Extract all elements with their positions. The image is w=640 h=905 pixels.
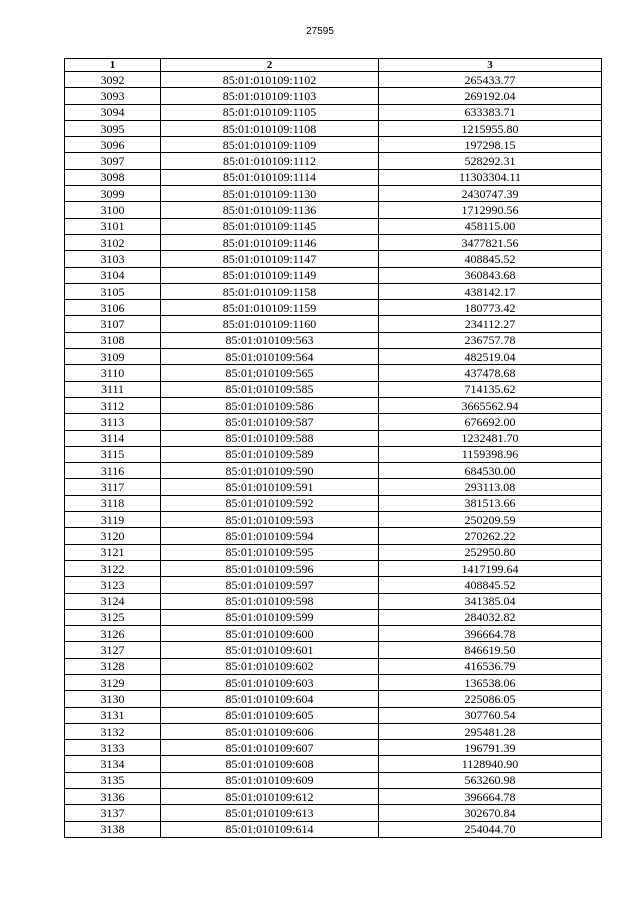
cadastral-number-cell: 85:01:010109:592 (161, 495, 379, 511)
table-row (65, 463, 602, 479)
cadastral-number-cell: 85:01:010109:1108 (161, 120, 379, 136)
value-cell: 270262.22 (379, 528, 602, 544)
page-number: 27595 (306, 26, 334, 37)
cadastral-number-cell: 85:01:010109:588 (161, 430, 379, 446)
value-cell: 180773.42 (379, 300, 602, 316)
row-number-cell: 3104 (65, 267, 161, 283)
row-number-cell: 3126 (65, 626, 161, 642)
table-row (65, 414, 602, 430)
row-number-cell: 3118 (65, 495, 161, 511)
row-number-cell: 3115 (65, 446, 161, 462)
value-cell: 225086.05 (379, 691, 602, 707)
table-row (65, 137, 602, 153)
value-cell: 633383.71 (379, 104, 602, 120)
value-cell: 563260.98 (379, 772, 602, 788)
table-row (65, 267, 602, 283)
row-number-cell: 3125 (65, 609, 161, 625)
cadastral-number-cell: 85:01:010109:614 (161, 821, 379, 837)
row-number-cell: 3130 (65, 691, 161, 707)
row-number-cell: 3106 (65, 300, 161, 316)
row-number-cell: 3097 (65, 153, 161, 169)
table-row (65, 821, 602, 837)
cadastral-number-cell: 85:01:010109:605 (161, 707, 379, 723)
cadastral-number-cell: 85:01:010109:599 (161, 609, 379, 625)
cadastral-number-cell: 85:01:010109:609 (161, 772, 379, 788)
data-table (64, 58, 602, 838)
table-row (65, 365, 602, 381)
table-row (65, 397, 602, 413)
row-number-cell: 3107 (65, 316, 161, 332)
table-row (65, 316, 602, 332)
cadastral-number-cell: 85:01:010109:1160 (161, 316, 379, 332)
cadastral-number-cell: 85:01:010109:607 (161, 740, 379, 756)
table-row (65, 349, 602, 365)
value-cell: 197298.15 (379, 137, 602, 153)
cadastral-number-cell: 85:01:010109:594 (161, 528, 379, 544)
row-number-cell: 3122 (65, 560, 161, 576)
cadastral-number-cell: 85:01:010109:593 (161, 512, 379, 528)
cadastral-number-cell: 85:01:010109:587 (161, 414, 379, 430)
cadastral-number-cell: 85:01:010109:564 (161, 349, 379, 365)
table-row (65, 707, 602, 723)
value-cell: 846619.50 (379, 642, 602, 658)
table-row (65, 593, 602, 609)
row-number-cell: 3098 (65, 169, 161, 185)
row-number-cell: 3124 (65, 593, 161, 609)
table-row (65, 691, 602, 707)
value-cell: 1128940.90 (379, 756, 602, 772)
cadastral-number-cell: 85:01:010109:1105 (161, 104, 379, 120)
cadastral-number-cell: 85:01:010109:603 (161, 674, 379, 690)
row-number-cell: 3131 (65, 707, 161, 723)
row-number-cell: 3101 (65, 218, 161, 234)
value-cell: 714135.62 (379, 381, 602, 397)
value-cell: 416536.79 (379, 658, 602, 674)
table-row (65, 674, 602, 690)
row-number-cell: 3093 (65, 88, 161, 104)
row-number-cell: 3105 (65, 283, 161, 299)
cadastral-number-cell: 85:01:010109:606 (161, 723, 379, 739)
table-row (65, 251, 602, 267)
cadastral-number-cell: 85:01:010109:1158 (161, 283, 379, 299)
cadastral-number-cell: 85:01:010109:591 (161, 479, 379, 495)
header-row (65, 59, 602, 72)
table-row (65, 772, 602, 788)
row-number-cell: 3110 (65, 365, 161, 381)
cadastral-number-cell: 85:01:010109:600 (161, 626, 379, 642)
value-cell: 438142.17 (379, 283, 602, 299)
cadastral-number-cell: 85:01:010109:604 (161, 691, 379, 707)
cadastral-number-cell: 85:01:010109:590 (161, 463, 379, 479)
value-cell: 1712990.56 (379, 202, 602, 218)
cadastral-number-cell: 85:01:010109:602 (161, 658, 379, 674)
row-number-cell: 3113 (65, 414, 161, 430)
cadastral-number-cell: 85:01:010109:589 (161, 446, 379, 462)
table-row (65, 120, 602, 136)
cadastral-number-cell: 85:01:010109:1114 (161, 169, 379, 185)
cadastral-number-cell: 85:01:010109:1103 (161, 88, 379, 104)
table-row (65, 430, 602, 446)
table-row (65, 577, 602, 593)
row-number-cell: 3121 (65, 544, 161, 560)
value-cell: 458115.00 (379, 218, 602, 234)
row-number-cell: 3137 (65, 805, 161, 821)
column-header-3: 3 (379, 59, 602, 72)
table-row (65, 544, 602, 560)
table-row (65, 218, 602, 234)
value-cell: 284032.82 (379, 609, 602, 625)
value-cell: 136538.06 (379, 674, 602, 690)
cadastral-number-cell: 85:01:010109:608 (161, 756, 379, 772)
row-number-cell: 3096 (65, 137, 161, 153)
row-number-cell: 3138 (65, 821, 161, 837)
row-number-cell: 3114 (65, 430, 161, 446)
value-cell: 360843.68 (379, 267, 602, 283)
value-cell: 437478.68 (379, 365, 602, 381)
value-cell: 236757.78 (379, 332, 602, 348)
row-number-cell: 3119 (65, 512, 161, 528)
value-cell: 302670.84 (379, 805, 602, 821)
table-row (65, 740, 602, 756)
row-number-cell: 3095 (65, 120, 161, 136)
row-number-cell: 3099 (65, 186, 161, 202)
table-row (65, 756, 602, 772)
table-row (65, 381, 602, 397)
cadastral-number-cell: 85:01:010109:1136 (161, 202, 379, 218)
value-cell: 381513.66 (379, 495, 602, 511)
table-row (65, 104, 602, 120)
cadastral-number-cell: 85:01:010109:1159 (161, 300, 379, 316)
value-cell: 293113.08 (379, 479, 602, 495)
cadastral-number-cell: 85:01:010109:563 (161, 332, 379, 348)
table-row (65, 723, 602, 739)
row-number-cell: 3102 (65, 234, 161, 250)
value-cell: 11303304.11 (379, 169, 602, 185)
table-body (65, 72, 602, 838)
table-row (65, 560, 602, 576)
value-cell: 408845.52 (379, 577, 602, 593)
value-cell: 196791.39 (379, 740, 602, 756)
value-cell: 234112.27 (379, 316, 602, 332)
row-number-cell: 3127 (65, 642, 161, 658)
cadastral-number-cell: 85:01:010109:1112 (161, 153, 379, 169)
value-cell: 482519.04 (379, 349, 602, 365)
table-row (65, 528, 602, 544)
table-row (65, 169, 602, 185)
column-header-1: 1 (65, 59, 161, 72)
row-number-cell: 3136 (65, 789, 161, 805)
cadastral-number-cell: 85:01:010109:598 (161, 593, 379, 609)
table-row (65, 446, 602, 462)
row-number-cell: 3111 (65, 381, 161, 397)
row-number-cell: 3135 (65, 772, 161, 788)
row-number-cell: 3134 (65, 756, 161, 772)
table-row (65, 283, 602, 299)
value-cell: 1417199.64 (379, 560, 602, 576)
table-row (65, 332, 602, 348)
row-number-cell: 3100 (65, 202, 161, 218)
cadastral-number-cell: 85:01:010109:612 (161, 789, 379, 805)
table-row (65, 72, 602, 88)
value-cell: 252950.80 (379, 544, 602, 560)
row-number-cell: 3092 (65, 72, 161, 88)
value-cell: 265433.77 (379, 72, 602, 88)
table-row (65, 642, 602, 658)
table-row (65, 202, 602, 218)
table-row (65, 609, 602, 625)
cadastral-number-cell: 85:01:010109:1102 (161, 72, 379, 88)
table-row (65, 658, 602, 674)
table-row (65, 789, 602, 805)
cadastral-number-cell: 85:01:010109:595 (161, 544, 379, 560)
value-cell: 269192.04 (379, 88, 602, 104)
value-cell: 341385.04 (379, 593, 602, 609)
value-cell: 1159398.96 (379, 446, 602, 462)
row-number-cell: 3116 (65, 463, 161, 479)
table-row (65, 495, 602, 511)
cadastral-number-cell: 85:01:010109:586 (161, 397, 379, 413)
row-number-cell: 3108 (65, 332, 161, 348)
table-row (65, 512, 602, 528)
table-row (65, 88, 602, 104)
cadastral-number-cell: 85:01:010109:1149 (161, 267, 379, 283)
table-row (65, 186, 602, 202)
cadastral-number-cell: 85:01:010109:1145 (161, 218, 379, 234)
column-header-2: 2 (161, 59, 379, 72)
value-cell: 307760.54 (379, 707, 602, 723)
row-number-cell: 3109 (65, 349, 161, 365)
table-row (65, 300, 602, 316)
value-cell: 254044.70 (379, 821, 602, 837)
value-cell: 408845.52 (379, 251, 602, 267)
row-number-cell: 3129 (65, 674, 161, 690)
value-cell: 676692.00 (379, 414, 602, 430)
row-number-cell: 3117 (65, 479, 161, 495)
value-cell: 2430747.39 (379, 186, 602, 202)
value-cell: 295481.28 (379, 723, 602, 739)
table-row (65, 626, 602, 642)
cadastral-number-cell: 85:01:010109:597 (161, 577, 379, 593)
value-cell: 396664.78 (379, 789, 602, 805)
cadastral-number-cell: 85:01:010109:596 (161, 560, 379, 576)
row-number-cell: 3094 (65, 104, 161, 120)
value-cell: 3665562.94 (379, 397, 602, 413)
row-number-cell: 3123 (65, 577, 161, 593)
cadastral-number-cell: 85:01:010109:1109 (161, 137, 379, 153)
table-row (65, 479, 602, 495)
cadastral-number-cell: 85:01:010109:1130 (161, 186, 379, 202)
row-number-cell: 3128 (65, 658, 161, 674)
value-cell: 528292.31 (379, 153, 602, 169)
cadastral-number-cell: 85:01:010109:601 (161, 642, 379, 658)
value-cell: 250209.59 (379, 512, 602, 528)
cadastral-number-cell: 85:01:010109:1147 (161, 251, 379, 267)
row-number-cell: 3132 (65, 723, 161, 739)
table-row (65, 153, 602, 169)
cadastral-number-cell: 85:01:010109:613 (161, 805, 379, 821)
value-cell: 396664.78 (379, 626, 602, 642)
value-cell: 3477821.56 (379, 234, 602, 250)
table-row (65, 234, 602, 250)
value-cell: 1215955.80 (379, 120, 602, 136)
cadastral-number-cell: 85:01:010109:585 (161, 381, 379, 397)
row-number-cell: 3120 (65, 528, 161, 544)
row-number-cell: 3112 (65, 397, 161, 413)
value-cell: 684530.00 (379, 463, 602, 479)
cadastral-number-cell: 85:01:010109:1146 (161, 234, 379, 250)
cadastral-number-cell: 85:01:010109:565 (161, 365, 379, 381)
value-cell: 1232481.70 (379, 430, 602, 446)
row-number-cell: 3103 (65, 251, 161, 267)
row-number-cell: 3133 (65, 740, 161, 756)
table-row (65, 805, 602, 821)
